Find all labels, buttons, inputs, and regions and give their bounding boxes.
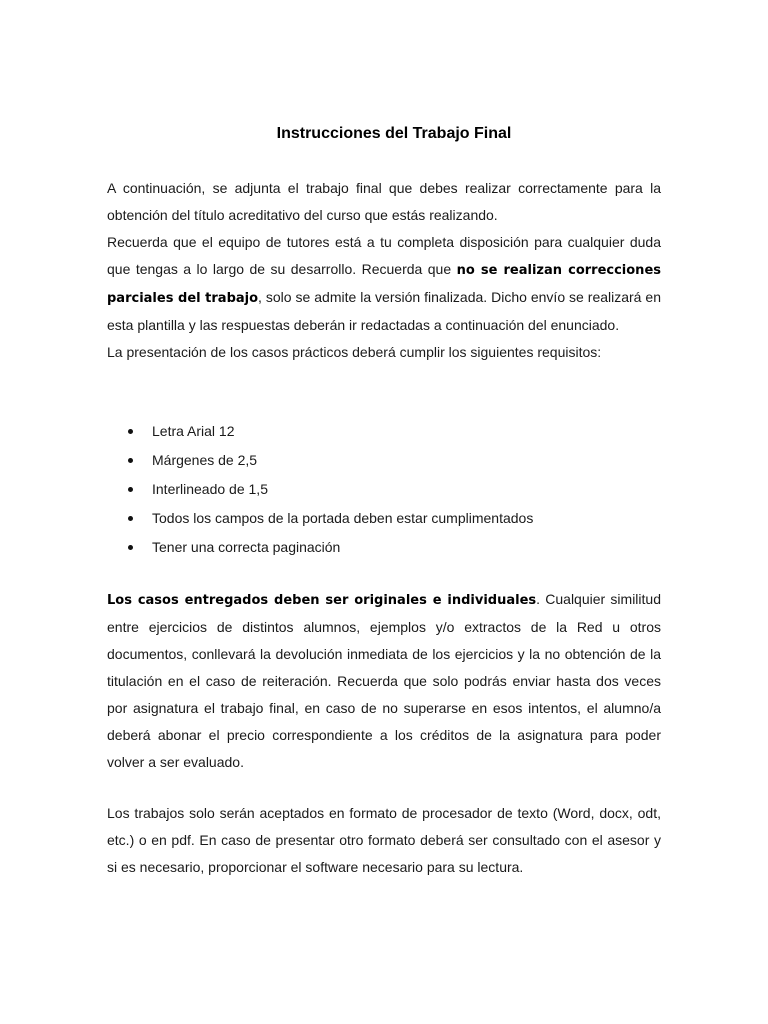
requirements-intro: La presentación de los casos prácticos deberá cumplir los siguientes requisitos:: [107, 344, 602, 360]
originality-emphasis: Los casos entregados deben ser originales e individuales: [107, 593, 537, 608]
bullet-icon: [128, 458, 133, 463]
requirements-list: [107, 417, 661, 562]
formats-section: [107, 800, 661, 881]
list-item: [107, 533, 661, 562]
document-title: Instrucciones del Trabajo Final: [276, 125, 512, 142]
originality-section: [107, 586, 661, 776]
bullet-icon: [128, 516, 133, 521]
list-item-text: Todos los campos de la portada deben estar cumplimentados: [152, 510, 534, 526]
list-item: [107, 446, 661, 475]
list-item: [107, 417, 661, 446]
originality-text: . Cualquier similitud entre ejercicios de distintos alumnos, ejemplos y/o extractos de la Red u otros documentos, conllevará la devolución inmediata de los ejercicios y la no obtención de la titulación en el caso de reiteración. Recuerda que solo podrás enviar hasta dos veces por asignatura el trabajo final, en caso de no superarse en esos intentos, el alumno/a deberá abonar el precio correspondiente a los créditos de la asignatura para poder volver a ser evaluado.: [107, 591, 661, 770]
tutors-text-start: Recuerda que el equipo de tutores está a tu completa disposición para cualquier duda que tengas a lo largo de su desarrollo. Recuerda que: [107, 234, 661, 277]
list-item-text: Márgenes de 2,5: [152, 452, 258, 468]
bullet-icon: [128, 487, 133, 492]
no-partial-corrections-emphasis: no se realizan correcciones parciales del trabajo: [107, 263, 661, 306]
list-item-text: Tener una correcta paginación: [152, 539, 341, 555]
list-item: [107, 504, 661, 533]
bullet-icon: [128, 429, 133, 434]
formats-paragraph: Los trabajos solo serán aceptados en formato de procesador de texto (Word, docx, odt, etc.) o en pdf. En caso de presentar otro formato deberá ser consultado con el asesor y si es necesario, proporcionar el software necesario para su lectura.: [107, 805, 661, 875]
intro-section: [107, 175, 661, 366]
list-item-text: Interlineado de 1,5: [152, 481, 268, 497]
list-item-text: Letra Arial 12: [152, 423, 235, 439]
tutors-paragraph: [107, 229, 661, 339]
tutors-text-end: , solo se admite la versión finalizada. Dicho envío se realizará en esta plantilla y las respuestas deberán ir redactadas a continuación del enunciado.: [107, 289, 661, 333]
bullet-icon: [128, 545, 133, 550]
list-item: [107, 475, 661, 504]
intro-paragraph: A continuación, se adjunta el trabajo final que debes realizar correctamente para la obtención del título acreditativo del curso que estás realizando.: [107, 180, 661, 223]
originality-paragraph: [107, 586, 661, 776]
